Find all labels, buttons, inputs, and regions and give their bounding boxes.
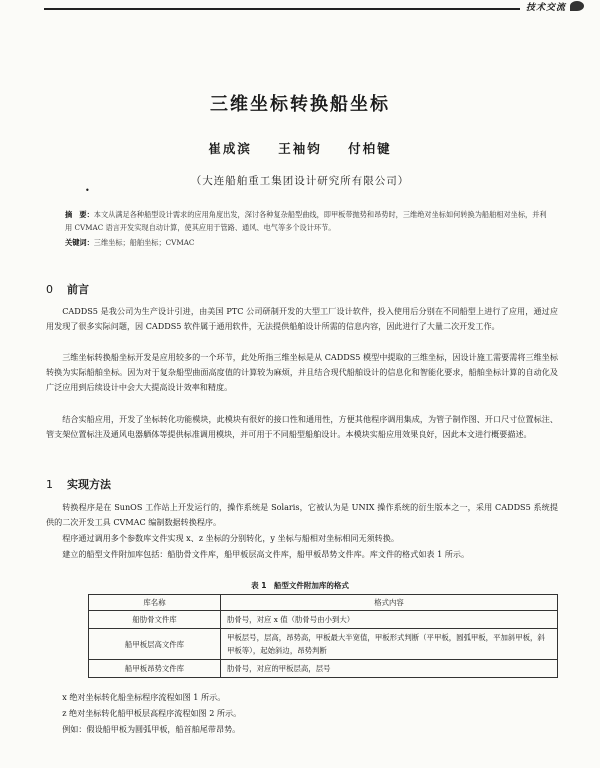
paragraph: 例如：假设船甲板为圆弧甲板，船首舶尾带昂势。 <box>62 724 241 734</box>
section-tag-label: 技术交流 <box>525 2 566 13</box>
section-tag <box>520 0 584 12</box>
section-title: 实现方法 <box>67 478 111 491</box>
paragraph: 三维坐标转换船坐标开发是应用较多的一个环节，此处所指三维坐标是从 CADDS5 模型中提取的三维坐标，因设计施工需要需将三维坐标转换为实际船舶坐标。因为对于复杂船型曲面高度值的计算较为麻烦，并且结合现代船舶设计的信息化和智能化要求，船舶坐标计算的自动化及广泛应用到后续设计中会大大提高设计效率和精度。 <box>46 352 558 392</box>
paper-title: 三维坐标转换船坐标 <box>210 94 390 115</box>
section-title: 前言 <box>67 283 89 296</box>
bullet-dot-icon: • <box>85 186 90 195</box>
table-header-row <box>89 595 558 611</box>
header-rule <box>44 8 584 10</box>
paragraph: CADDS5 是我公司为生产设计引进，由美国 PTC 公司研制开发的大型工厂设计软件，投入使用后分别在不同船型上进行了应用，通过应用发现了很多实际问题，因 CADDS5 软件属于通用软件，无法提供船舶设计所需的信息内容，因此进行了大量二次开发工作。 <box>46 306 558 331</box>
table-row <box>89 629 558 660</box>
table-cell-content: 肋骨号，对应的甲板层高，层号 <box>221 660 558 678</box>
table-cell-name: 船肋骨文件库 <box>89 611 221 629</box>
journal-logo-icon <box>570 1 584 11</box>
library-format-table <box>88 594 558 678</box>
section-heading-0 <box>46 281 89 297</box>
section-number: 0 <box>46 283 53 296</box>
abstract <box>65 209 553 234</box>
table-cell-name: 船甲板层高文件库 <box>89 629 221 660</box>
paragraph: z 绝对坐标转化船甲板层高程序流程如图 2 所示。 <box>62 708 242 718</box>
section-heading-1 <box>46 476 111 492</box>
author-name: 崔成滨 <box>208 141 252 156</box>
paragraph: 转换程序是在 SunOS 工作站上开发运行的，操作系统是 Solaris，它被认为是 UNIX 操作系统的衍生版本之一，采用 CADDS5 系统提供的二次开发工具 CVMAC 编制数据转换程序。 <box>46 502 558 527</box>
author-name: 付柏键 <box>348 141 392 156</box>
affiliation: （大连船舶重工集团设计研究所有限公司） <box>190 175 410 187</box>
paragraph: 结合实船应用，开发了坐标转化功能模块，此模块有很好的接口性和通用性，方便其他程序调用集成，为管子制作图、开口尺寸位置标注、管支架位置标注及通风电器舾体等提供标准调用模块，并可用于不同船型船舶设计。本模块实船应用效果良好，因此本文进行概要描述。 <box>46 414 558 439</box>
author-list <box>0 139 600 157</box>
abstract-text: 本文从满足各种船型设计需求的应用角度出发，深讨各种复杂船型曲线，即甲板带抛势和昂势时，三维绝对坐标如何转换为船舶相对坐标，并利用 CVMAC 语言开发实现自动计算，使其应用于管路、通风、电气等多个设计环节。 <box>65 210 547 232</box>
keywords-label: 关键词： <box>65 238 94 247</box>
table-row <box>89 660 558 678</box>
table-row <box>89 611 558 629</box>
column-header: 格式内容 <box>221 595 558 611</box>
keywords <box>65 238 553 248</box>
paragraph: 建立的船型文件附加库包括：船肋骨文件库，船甲板层高文件库，船甲板昂势文件库。库文件的格式如表 1 所示。 <box>62 549 470 559</box>
paragraph: 程序通过调用多个参数库文件实现 x、z 坐标的分别转化，y 坐标与船相对坐标相同无须转换。 <box>62 533 399 543</box>
column-header: 库名称 <box>89 595 221 611</box>
table-cell-name: 船甲板昂势文件库 <box>89 660 221 678</box>
table-cell-content: 肋骨号，对应 x 值（肋骨号由小到大） <box>221 611 558 629</box>
section-number: 1 <box>46 478 53 491</box>
keywords-text: 三维坐标；船舶坐标；CVMAC <box>93 238 195 247</box>
table-caption: 表 1 船型文件附加库的格式 <box>251 581 349 590</box>
abstract-label: 摘 要： <box>65 210 94 219</box>
paragraph: x 绝对坐标转化船坐标程序流程如图 1 所示。 <box>62 692 226 702</box>
author-name: 王袖钧 <box>278 141 322 156</box>
table-cell-content: 甲板层号，层高，昂势高，甲板最大半宽值，甲板形式判断（平甲板，圆弧甲板，平加斜甲板，斜甲板等），起始斜边，昂势判断 <box>221 629 558 660</box>
